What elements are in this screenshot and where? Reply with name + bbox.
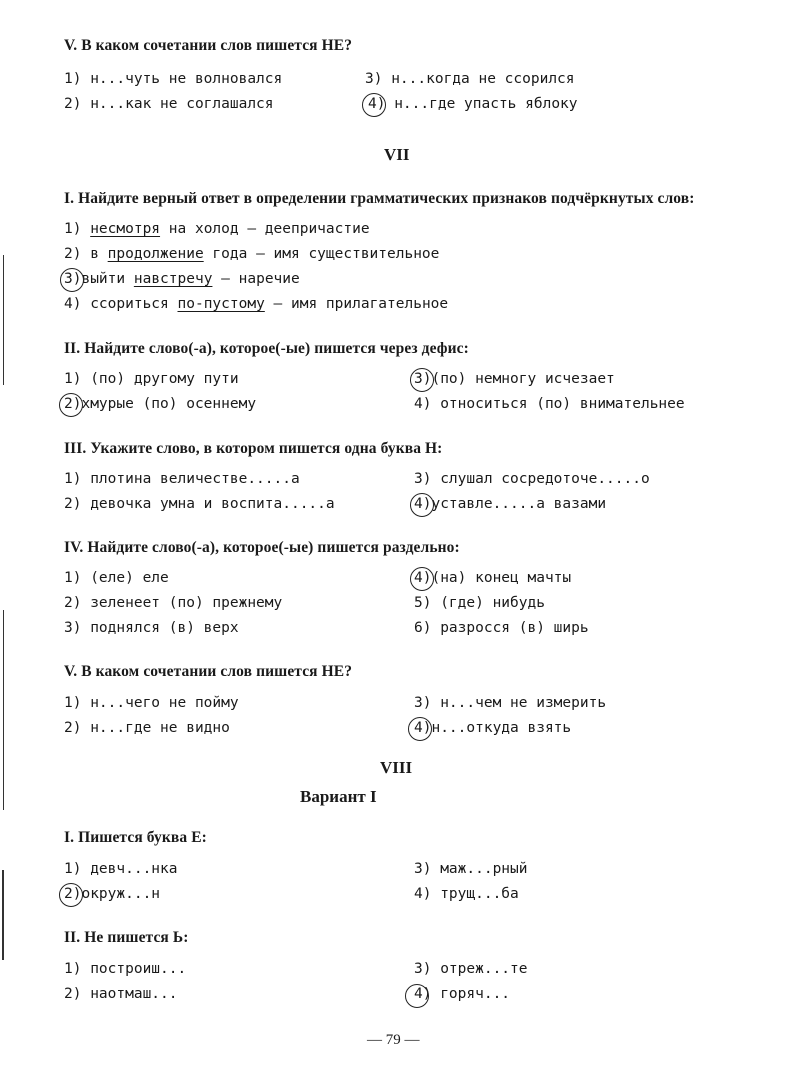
vii-question-iv: IV. Найдите слово(-а), которое(-ые) пишется раздельно: [64, 539, 460, 556]
option-2: 2) н...как не соглашался [64, 96, 274, 112]
vii-question-ii: II. Найдите слово(-а), которое(-ые) пишется через дефис: [64, 340, 469, 357]
answer-circle [410, 493, 434, 517]
scan-edge-mark [3, 610, 4, 810]
viii-ii-option-2: 2) наотмаш... [64, 986, 178, 1002]
vii-i-option-4: 4) ссориться по-пустому — имя прилагательное [64, 296, 449, 312]
option-1: 1) н...чуть не волновался [64, 71, 283, 87]
vii-ii-option-4: 4) относиться (по) внимательнее [414, 396, 685, 412]
vii-iv-option-6: 6) разросся (в) ширь [414, 620, 589, 636]
vii-iv-option-2: 2) зеленеет (по) прежнему [64, 595, 283, 611]
answer-circle [59, 393, 83, 417]
vii-iii-option-2: 2) девочка умна и воспита.....а [64, 496, 335, 512]
vii-ii-option-2: 2)хмурые (по) осеннему [64, 396, 257, 412]
scan-edge-mark [3, 255, 4, 385]
vii-ii-option-3: 3)(по) немногу исчезает [414, 371, 615, 387]
vii-iv-option-1: 1) (еле) еле [64, 570, 169, 586]
viii-i-option-3: 3) маж...рный [414, 861, 528, 877]
vii-ii-option-1: 1) (по) другому пути [64, 371, 239, 387]
answer-circle [410, 567, 434, 591]
answer-circle [362, 93, 386, 117]
viii-ii-option-3: 3) отреж...те [414, 961, 528, 977]
vii-iv-option-3: 3) поднялся (в) верх [64, 620, 239, 636]
viii-i-option-4: 4) трущ...ба [414, 886, 519, 902]
question-v-previous: V. В каком сочетании слов пишется НЕ? [64, 37, 353, 54]
option-3: 3) н...когда не ссорился [365, 71, 575, 87]
viii-ii-option-4: 4) горяч... [414, 986, 511, 1002]
viii-ii-option-1: 1) построиш... [64, 961, 187, 977]
vii-iv-option-5: 5) (где) нибудь [414, 595, 545, 611]
answer-circle [60, 268, 84, 292]
vii-i-option-1: 1) несмотря на холод — деепричастие [64, 221, 370, 237]
viii-question-i: I. Пишется буква Е: [64, 829, 207, 846]
answer-circle [59, 883, 83, 907]
answer-circle [410, 368, 434, 392]
page-number: — 79 — [367, 1032, 420, 1048]
vii-question-v: V. В каком сочетании слов пишется НЕ? [64, 663, 353, 680]
vii-v-option-4: 4)н...откуда взять [414, 720, 572, 736]
answer-circle [405, 984, 429, 1008]
vii-question-iii: III. Укажите слово, в котором пишется одна буква Н: [64, 440, 443, 457]
section-heading-vii: VII [384, 145, 410, 164]
variant-heading: Вариант I [300, 787, 377, 806]
vii-iii-option-4: 4)уставле.....а вазами [414, 496, 607, 512]
vii-v-option-1: 1) н...чего не пойму [64, 695, 239, 711]
vii-i-option-3: 3)выйти навстречу — наречие [64, 271, 300, 287]
vii-question-i: I. Найдите верный ответ в определении грамматических признаков подчёркнутых слов: [64, 190, 695, 207]
viii-i-option-2: 2)окруж...н [64, 886, 161, 902]
answer-circle [408, 717, 432, 741]
vii-iii-option-1: 1) плотина величестве.....а [64, 471, 300, 487]
vii-v-option-3: 3) н...чем не измерить [414, 695, 607, 711]
viii-question-ii: II. Не пишется Ь: [64, 929, 189, 946]
section-heading-viii: VIII [380, 758, 413, 777]
vii-v-option-2: 2) н...где не видно [64, 720, 230, 736]
vii-i-option-2: 2) в продолжение года — имя существительное [64, 246, 440, 262]
vii-iii-option-3: 3) слушал сосредоточе.....о [414, 471, 650, 487]
option-4: 4) н...где упасть яблоку [368, 96, 578, 112]
viii-i-option-1: 1) девч...нка [64, 861, 178, 877]
scan-edge-mark [2, 870, 4, 960]
vii-iv-option-4: 4)(на) конец мачты [414, 570, 572, 586]
